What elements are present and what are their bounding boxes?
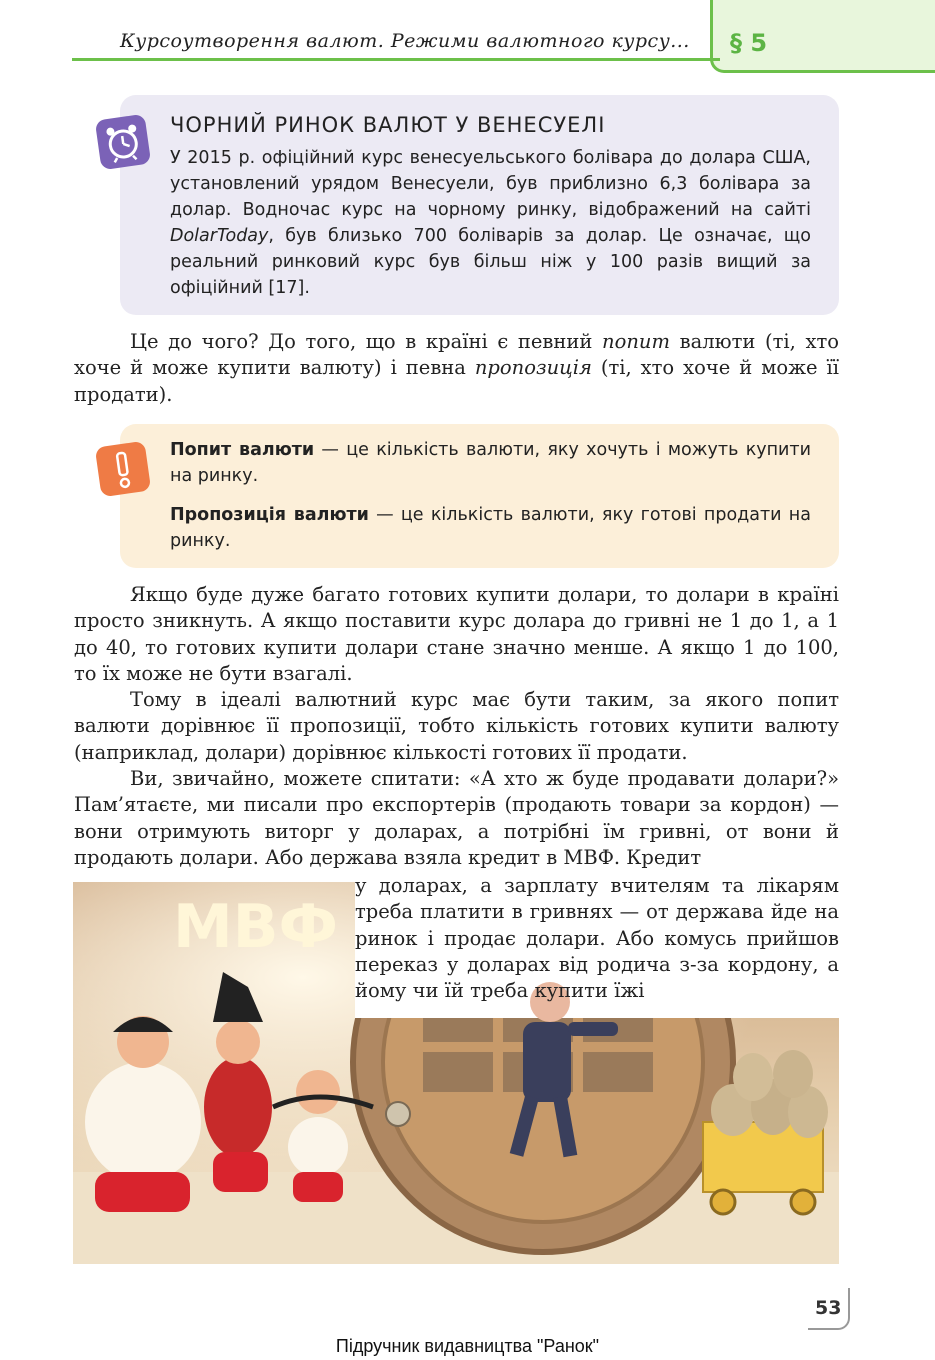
venezuela-text: У 2015 р. офіційний курс венесуельського болівара до долара США, установлений урядом Венесуели, був приблизно 6,3 болівара за долар. Водночас курс на чорному ринку, відображений на сайті DolarToday, був близько 700 боліварів за долар. Це означає, що реальний ринковий курс був більш ніж у 100 разів вищий за офіційний [17]. bbox=[170, 148, 811, 298]
box-heading: ЧОРНИЙ РИНОК ВАЛЮТ У ВЕНЕСУЕЛІ bbox=[170, 113, 606, 137]
definition-supply: Пропозиція валюти — це кількість валюти, яку готові продати на ринку. bbox=[170, 505, 811, 551]
paragraph-2: Тому в ідеалі валютний курс має бути таким, за якого попит валюти дорівнює її пропозиції, тобто кількість готових купити валюту (наприклад, долари) дорівнює кількості готових її продати. bbox=[74, 688, 839, 764]
exclamation-icon bbox=[95, 441, 151, 497]
imf-sign-text: МВФ bbox=[173, 892, 338, 962]
header-rule bbox=[72, 58, 720, 61]
page-number: 53 bbox=[815, 1297, 842, 1319]
alarm-clock-icon bbox=[95, 114, 151, 170]
publisher-footer: Підручник видавництва "Ранок" bbox=[335, 1336, 600, 1356]
definition-demand: Попит валюти — це кількість валюти, яку хочуть і можуть купити на ринку. bbox=[170, 440, 811, 486]
paragraph-3: Ви, звичайно, можете спитати: «А хто ж буде продавати долари?» Пам’ятаєте, ми писали про експортерів (продають товари за кордон) — вони отримують виторг у доларах, а потрібні їм гривні, от вони й продають долари. Або держава взяла кредит в МВФ. Кредит bbox=[74, 767, 839, 869]
paragraph-3-wrap: у доларах, а зарплату вчителям та лікарям треба платити в гривнях — от держава йде на ринок і продає долари. Або комусь прийшов переказ у доларах від родича з-за кордону, а йому чи їй треба купити їжі bbox=[355, 874, 839, 1003]
section-number: § 5 bbox=[730, 29, 768, 57]
paragraph-1: Якщо буде дуже багато готових купити долари, то долари в країні просто зникнуть. А якщо поставити курс долара до гривні не 1 до 1, а 1 до 40, то готових купити долари стане значно менше. А якщо 1 до 100, то їх може не бути взагалі. bbox=[74, 583, 839, 685]
running-header: Курсоутворення валют. Режими валютного курсу... bbox=[120, 30, 690, 52]
paragraph-intro: Це до чого? До того, що в країні є певний попит валюти (ті, хто хоче й може купити валюту) і певна пропозиція (ті, хто хоче й може її продати). bbox=[74, 330, 840, 406]
